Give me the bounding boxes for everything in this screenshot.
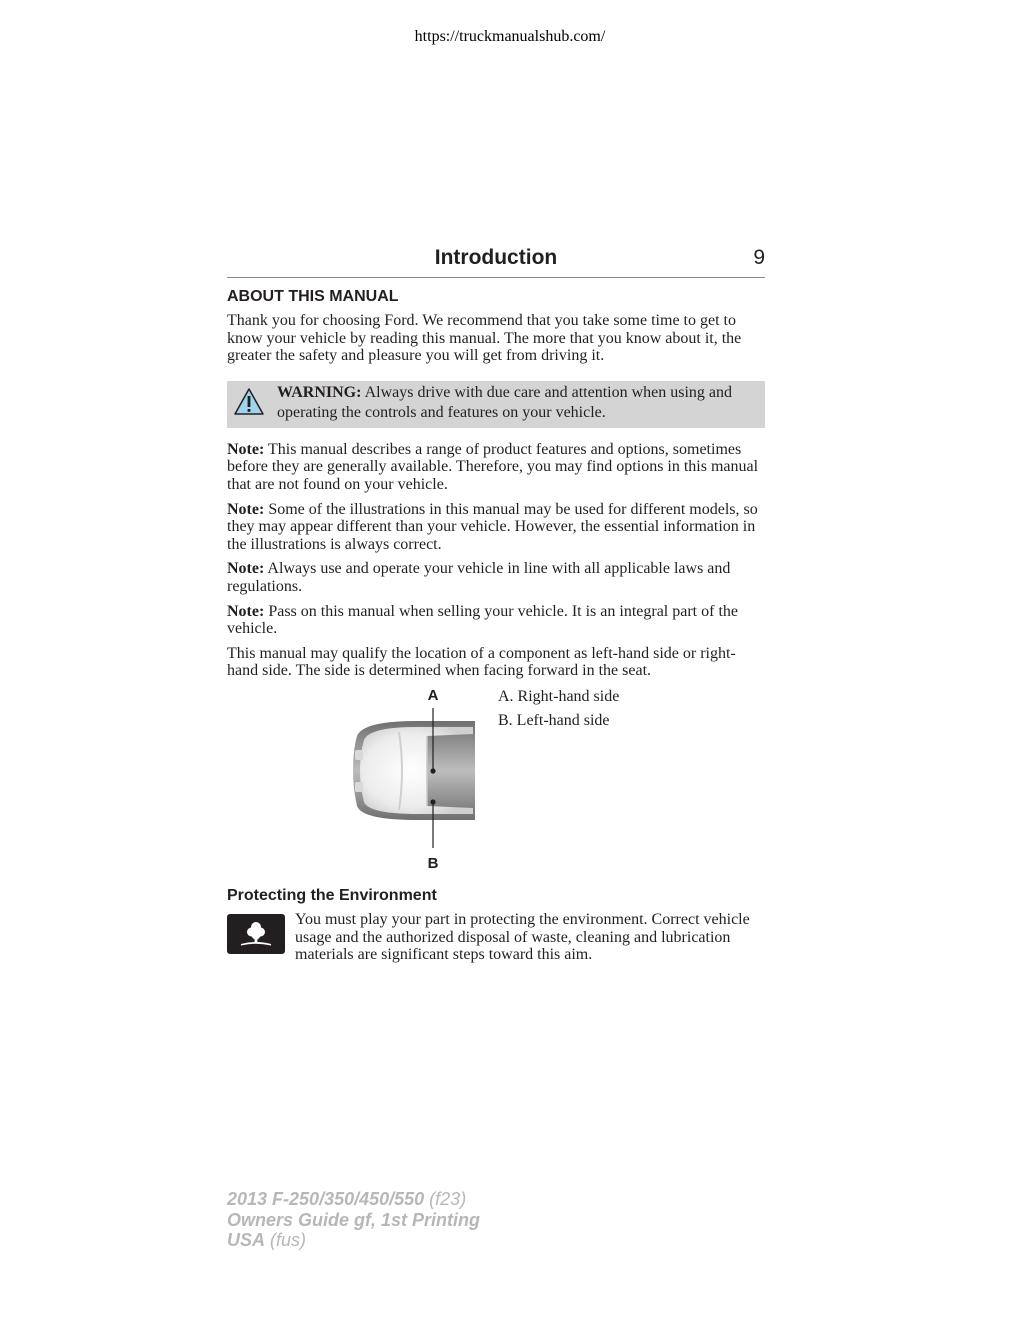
environment-text: You must play your part in protecting the environment. Correct vehicle usage and the authorized disposal of waste, cleaning and lubrication materials are significant steps toward this aim. <box>295 910 750 964</box>
warning-text: Always drive with due care and attention when using and operating the controls and features on your vehicle. <box>277 383 733 421</box>
footer-model: 2013 F-250/350/450/550 <box>227 1189 425 1209</box>
footer-market: USA <box>227 1230 266 1250</box>
footer-line-model <box>227 1189 480 1210</box>
car-top-view-illustration <box>287 688 487 872</box>
note-text: Always use and operate your vehicle in line with all applicable laws and regulations. <box>227 560 731 595</box>
note-label: Note: <box>227 560 265 578</box>
note-paragraph <box>227 501 765 554</box>
figure-row <box>227 688 765 872</box>
footer-market-code: (fus) <box>265 1230 307 1250</box>
environment-tree-icon <box>227 914 285 954</box>
note-label: Note: <box>227 602 265 620</box>
footer-model-code: (f23) <box>424 1189 467 1209</box>
note-label: Note: <box>227 440 265 458</box>
note-text: Pass on this manual when selling your vehicle. It is an integral part of the vehicle. <box>227 602 738 638</box>
environment-block <box>227 911 765 964</box>
side-paragraph: This manual may qualify the location of a component as left-hand side or right-hand side. The side is determined when facing forward in the seat. <box>227 644 736 680</box>
main-content <box>227 287 765 971</box>
intro-paragraph: Thank you for choosing Ford. We recommend that you take some time to get to know your vehicle by reading this manual. The more that you know about it, the greater the safety and pleasure you will get from driving it. <box>227 312 742 365</box>
figure-legend <box>498 688 619 735</box>
page-number: 9 <box>753 246 765 269</box>
note-paragraph <box>227 441 765 494</box>
footer-line-guide: Owners Guide gf, 1st Printing <box>227 1209 481 1230</box>
warning-label: WARNING: <box>277 383 362 401</box>
page-header <box>227 246 765 278</box>
figure-label-a: A <box>427 687 439 704</box>
warning-triangle-icon <box>233 387 265 417</box>
note-text: Some of the illustrations in this manual may be used for different models, so they may appear different than your vehicle. However, the essential information in the illustrations is always correct. <box>227 500 758 553</box>
figure-label-b: B <box>427 854 439 872</box>
warning-box <box>227 381 765 428</box>
note-paragraph <box>227 560 765 595</box>
source-url[interactable]: https://truckmanualshub.com/ <box>414 28 606 45</box>
note-paragraph <box>227 603 765 638</box>
section-heading: ABOUT THIS MANUAL <box>227 288 399 305</box>
chapter-title: Introduction <box>434 246 558 269</box>
note-label: Note: <box>227 500 265 518</box>
document-footer <box>227 1189 480 1251</box>
legend-item-a: A. Right-hand side <box>498 687 620 705</box>
note-text: This manual describes a range of product features and options, sometimes before they are generally available. Therefore, you may find options in this manual that are not found on your vehicle. <box>227 440 759 493</box>
footer-line-market <box>227 1230 480 1251</box>
legend-item-b: B. Left-hand side <box>498 711 610 729</box>
vehicle-diagram <box>287 688 487 872</box>
subsection-heading: Protecting the Environment <box>227 886 437 904</box>
